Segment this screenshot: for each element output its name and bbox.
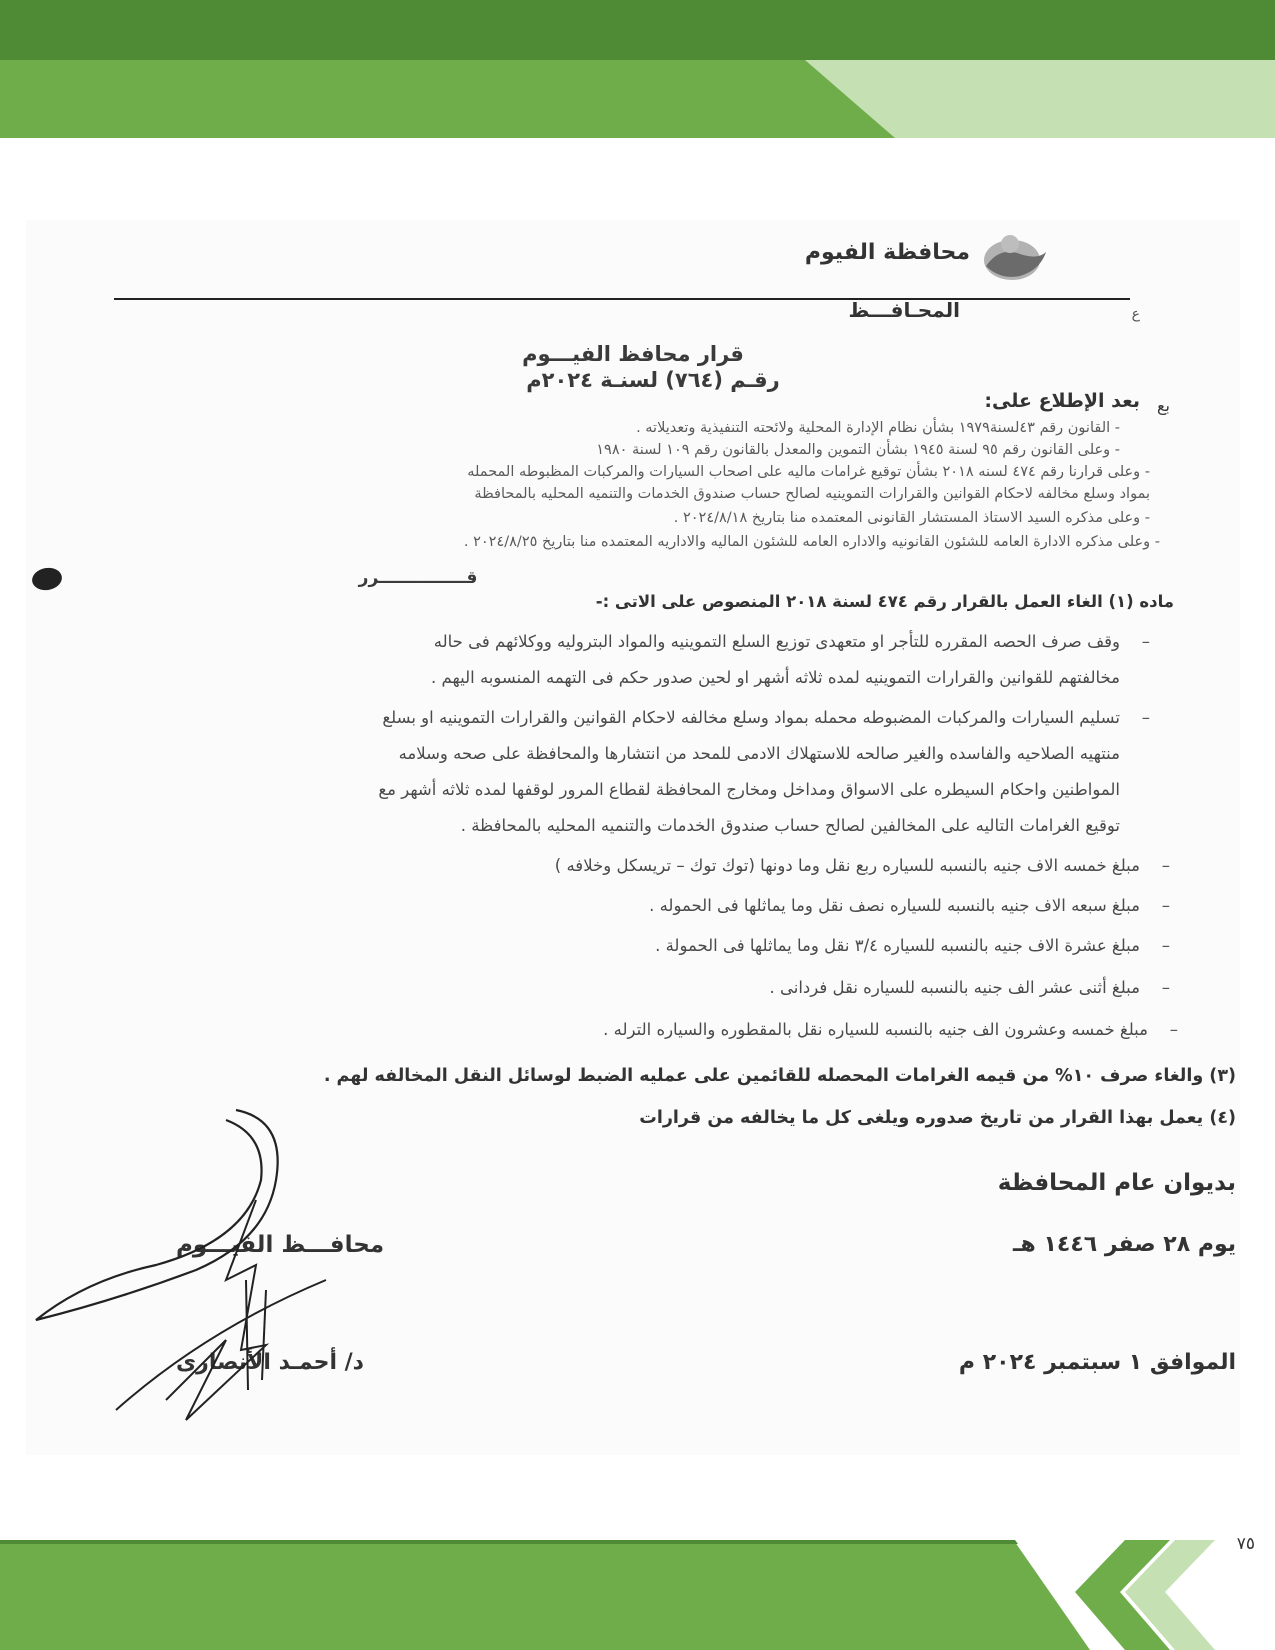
item-bullet: –: [1141, 708, 1150, 727]
preamble-line: - وعلى قرارنا رقم ٤٧٤ لسنه ٢٠١٨ بشأن توقيع غرامات ماليه على اصحاب السيارات والمركبات المظبوطه المحمله: [467, 464, 1150, 480]
governorate-name: محافظة الفيوم: [804, 240, 970, 265]
item-line: مخالفتهم للقوانين والقرارات التموينيه لمده ثلاثه أشهر او لحين صدور حكم فى التهمه المنسوبه اليهم .: [431, 668, 1120, 687]
fine-bullet: –: [1169, 1020, 1178, 1039]
decided-heading: قـــــــــــــــرر: [358, 568, 478, 588]
fine-line: مبلغ خمسه وعشرون الف جنيه بالنسبه للسياره نقل بالمقطوره والسياره الترله .: [603, 1020, 1148, 1039]
fine-bullet: –: [1161, 978, 1170, 997]
article-3: (٣) والغاء صرف ١٠% من قيمه الغرامات المحصله للقائمين على عمليه الضبط لوسائل النقل المخالفه لهم .: [323, 1066, 1236, 1086]
preamble-line: - وعلى القانون رقم ٩٥ لسنة ١٩٤٥ بشأن التموين والمعدل بالقانون رقم ١٠٩ لسنة ١٩٨٠: [596, 442, 1120, 458]
issued-at: بديوان عام المحافظة: [997, 1170, 1236, 1196]
header-top-bar: [0, 0, 1275, 60]
fine-line: مبلغ عشرة الاف جنيه بالنسبه للسياره ٣/٤ نقل وما يماثلها فى الحمولة .: [655, 936, 1140, 955]
decree-number: رقـم (٧٦٤) لسنـة ٢٠٢٤م: [526, 368, 780, 392]
header-rule: [114, 298, 1130, 300]
scanned-decree: [26, 220, 1240, 1455]
fine-bullet: –: [1161, 936, 1170, 955]
fine-line: مبلغ أثنى عشر الف جنيه بالنسبه للسياره نقل فردانى .: [769, 978, 1140, 997]
signer-name: د/ أحمـد الأنصارى: [176, 1350, 364, 1375]
preamble-line: - وعلى مذكره السيد الاستاذ المستشار القانونى المعتمده منا بتاريخ ٢٠٢٤/٨/١٨ .: [673, 510, 1150, 526]
article-1: ماده (١) الغاء العمل بالقرار رقم ٤٧٤ لسنة ٢٠١٨ المنصوص على الاتى :-: [595, 592, 1174, 611]
governorate-emblem-icon: [980, 226, 1050, 286]
fine-bullet: –: [1161, 856, 1170, 875]
edge-fragment: بع: [1157, 396, 1170, 415]
header-band: [0, 60, 1275, 138]
preamble-heading: بعد الإطلاع على:: [984, 390, 1140, 412]
decree-title: قرار محافظ الفيـــوم: [522, 342, 744, 366]
page-number: ٧٥: [1236, 1534, 1255, 1554]
item-line: المواطنين واحكام السيطره على الاسواق ومداخل ومخارج المحافظة لقطاع المرور لوقفها لمده ثلاثه أشهر مع: [378, 780, 1120, 799]
fine-line: مبلغ خمسه الاف جنيه بالنسبه للسياره ربع نقل وما دونها (توك توك – تريسكل وخلافه ): [554, 856, 1140, 875]
preamble-line: - القانون رقم ٤٣لسنة١٩٧٩ بشأن نظام الإدارة المحلية ولائحته التنفيذية وتعديلاته .: [636, 420, 1120, 436]
article-4: (٤) يعمل بهذا القرار من تاريخ صدوره ويلغى كل ما يخالفه من قرارات: [639, 1108, 1236, 1128]
item-line: منتهيه الصلاحيه والفاسده والغير صالحه للاستهلاك الادمى للمحد من انتشارها والمحافظة على صحه وسلامه: [398, 744, 1120, 763]
fine-bullet: –: [1161, 896, 1170, 915]
hijri-date: يوم ٢٨ صفر ١٤٤٦ هـ: [1013, 1232, 1236, 1257]
edge-mark: ع: [1131, 306, 1140, 322]
item-line: وقف صرف الحصه المقرره للتأجر او متعهدى توزيع السلع التموينيه والمواد البتروليه ووكلائهم فى حاله: [433, 632, 1120, 651]
handwritten-signature: [26, 1090, 366, 1450]
footer-band: [0, 1540, 1275, 1650]
preamble-line: بمواد وسلع مخالفه لاحكام القوانين والقرارات التموينيه لصالح حساب صندوق الخدمات والتنميه المحليه بالمحافظة: [474, 486, 1150, 502]
fine-line: مبلغ سبعه الاف جنيه بالنسبه للسياره نصف نقل وما يماثلها فى الحموله .: [649, 896, 1140, 915]
gregorian-date: الموافق ١ سبتمبر ٢٠٢٤ م: [958, 1350, 1236, 1375]
office-label: المحـافـــظ: [848, 298, 960, 322]
signer-title: محافـــظ الفيـــوم: [176, 1232, 385, 1258]
item-line: تسليم السيارات والمركبات المضبوطه محمله بمواد وسلع مخالفه لاحكام القوانين والقرارات التموينيه او بسلع: [382, 708, 1120, 727]
item-bullet: –: [1141, 632, 1150, 651]
item-line: توقيع الغرامات التاليه على المخالفين لصالح حساب صندوق الخدمات والتنميه المحليه بالمحافظة .: [460, 816, 1120, 835]
preamble-line: - وعلى مذكره الادارة العامه للشئون القانونيه والاداره العامه للشئون الماليه والاداريه المعتمده منا بتاريخ ٢٠٢٤/٨/٢٥ .: [463, 534, 1160, 550]
